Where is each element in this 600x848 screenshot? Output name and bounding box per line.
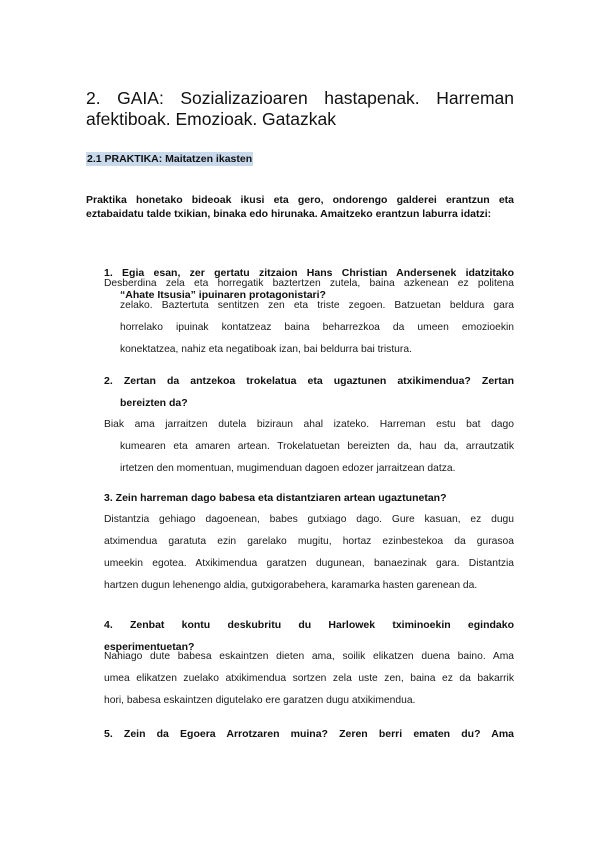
- question-line: 3. Zein harreman dago babesa eta distantziaren artean ugaztunetan?: [104, 492, 447, 504]
- answer-3: [104, 509, 514, 597]
- question-line: 1. Egia esan, zer gertatu zitzaion Hans Christian Andersenek idatzitako: [104, 267, 514, 279]
- answer-line: hori, babesa eskaintzen digutelako ere garatzen dugu atxikimendua.: [104, 695, 416, 706]
- intro-paragraph: Praktika honetako bideoak ikusi eta gero, ondorengo galderei erantzun eta eztabaidatu talde txikian, binaka edo hirunaka. Amaitzeko erantzun laburra idatzi:: [86, 194, 514, 220]
- answer-line: umea elikatzen zuelako atxikimendua sortzen zela uste zen, baina ez da bakarrik: [104, 673, 514, 684]
- question-2: [104, 370, 514, 414]
- answer-line: hartzen dugun lehenengo aldia, gutxigorabehera, karamarka hasten garenean da.: [104, 580, 478, 591]
- answer-2: [104, 414, 514, 480]
- answer-line: horrelako ipuinak kontatzeaz baina beharrezkoa da umeen emozioekin: [120, 322, 514, 333]
- question-5: [104, 723, 514, 745]
- title-line-1: 2. GAIA: Sozializazioaren hastapenak. Harreman: [86, 88, 514, 108]
- question-3: [104, 487, 514, 509]
- answer-1: [104, 273, 514, 361]
- answer-line: atximendua garatuta ezin garelako mugitu, hortaz ezinbestekoa da gurasoa: [104, 536, 514, 547]
- question-line: 2. Zertan da antzekoa trokelatua eta ugaztunen atxikimendua? Zertan: [104, 375, 514, 387]
- answer-4: [104, 646, 514, 712]
- question-line: 5. Zein da Egoera Arrotzaren muina? Zeren berri ematen du? Ama: [104, 728, 514, 740]
- answer-line: irtetzen den momentuan, mugimenduan dagoen edozer jarraitzean datza.: [120, 463, 456, 474]
- answer-line: Biak ama jarraitzen dutela biziraun ahal izateko. Harreman estu bat dago: [104, 419, 514, 430]
- answer-line: Distantzia gehiago dagoenean, babes gutxiago dago. Gure kasuan, ez dugu: [104, 514, 514, 525]
- answer-line: zelako. Baztertuta sentitzen zen eta triste zegoen. Batzuetan beldura gara: [120, 300, 514, 311]
- answer-line: kumearen eta amaren artean. Trokelatuetan bereizten da, hau da, arrautzatik: [120, 441, 514, 452]
- answer-line: Nahiago dute babesa eskaintzen dieten ama, soilik elikatzen duena baino. Ama: [104, 651, 514, 662]
- answer-line: konektatzea, nahiz eta negatiboak izan, bai beldurra bai tristura.: [120, 344, 412, 355]
- title-line-2: afektiboak. Emozioak. Gatazkak: [86, 109, 336, 129]
- question-line: “Ahate Itsusia” ipuinaren protagonistari?: [120, 289, 326, 301]
- question-line: 4. Zenbat kontu deskubritu du Harlowek tximinoekin egindako: [104, 619, 514, 631]
- answer-line: umeekin egotea. Atxikimendua garatzen dugunean, banaezinak gara. Distantzia: [104, 558, 514, 569]
- question-line: esperimentuetan?: [104, 641, 195, 653]
- answer-line: Desberdina zela eta horregatik baztertzen zutela, baina azkenean ez politena: [104, 278, 514, 289]
- question-line: bereizten da?: [120, 397, 188, 409]
- section-heading: 2.1 PRAKTIKA: Maitatzen ikasten: [87, 153, 253, 165]
- page-title: [86, 88, 514, 130]
